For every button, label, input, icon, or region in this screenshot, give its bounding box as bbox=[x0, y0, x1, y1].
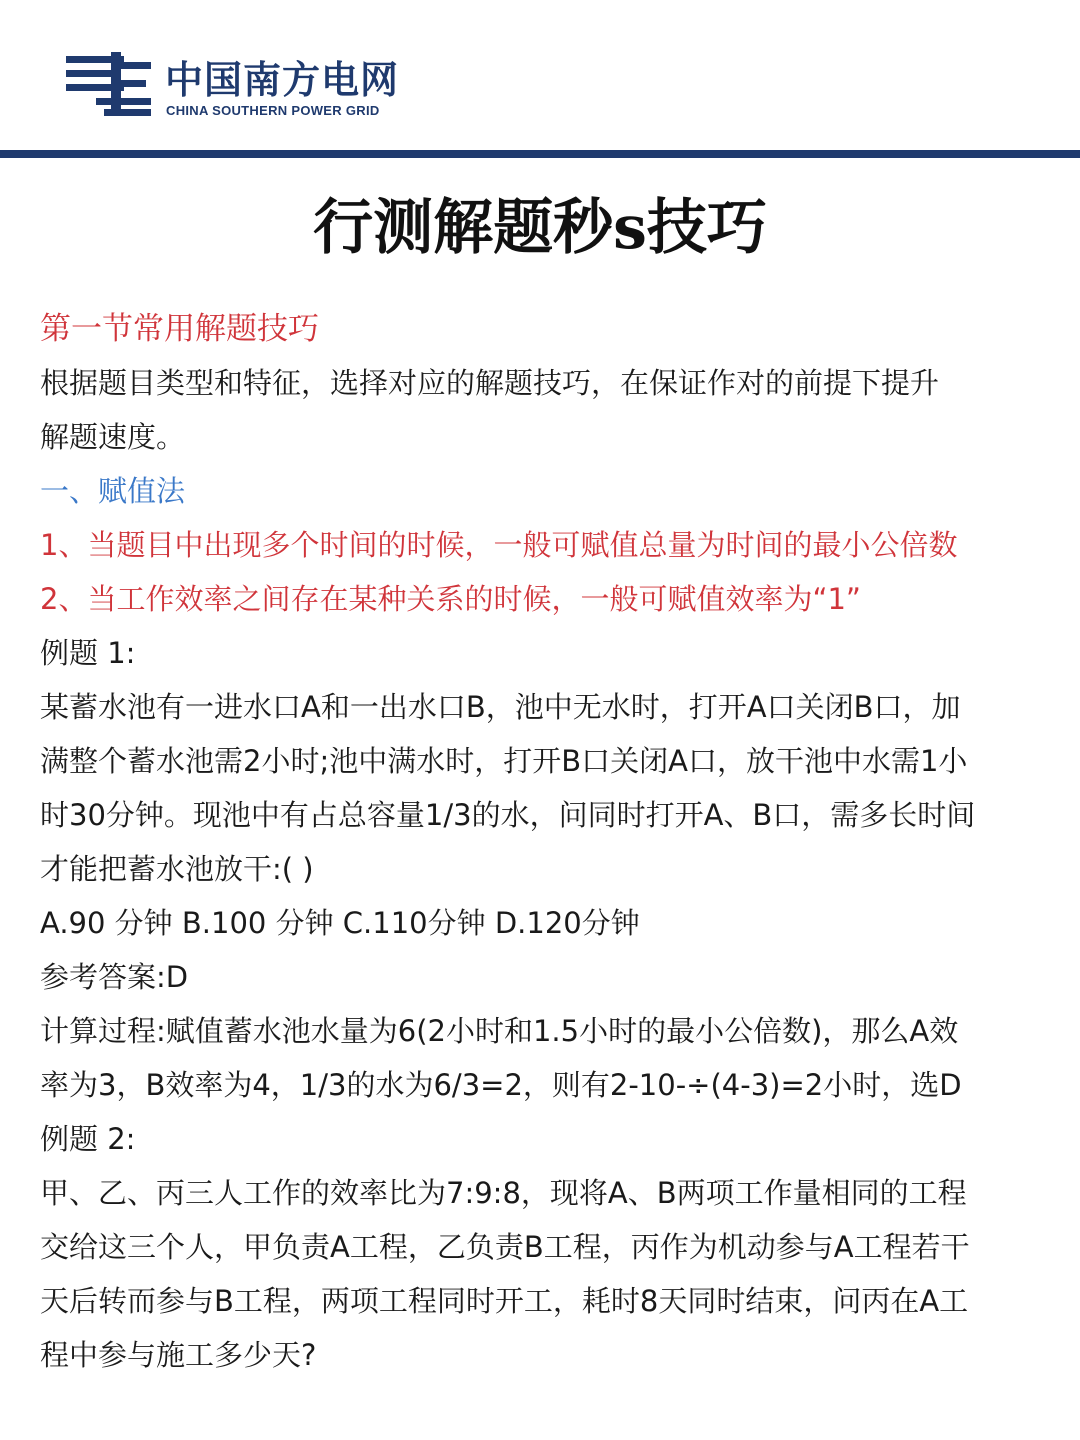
csg-logo-icon bbox=[66, 52, 156, 116]
example-question-line: 天后转而参与B工程，两项工程同时开工，耗时8天同时结束，问丙在A工 bbox=[40, 1284, 969, 1318]
example-answer: 参考答案:D bbox=[40, 960, 189, 994]
article-body bbox=[40, 302, 1040, 1382]
example-options: A.90 分钟 B.100 分钟 C.110分钟 D.120分钟 bbox=[40, 906, 640, 940]
intro-line: 解题速度。 bbox=[40, 420, 186, 454]
example-question-line: 某蓄水池有一进水口A和一出水口B，池中无水时，打开A口关闭B口，加 bbox=[40, 690, 961, 724]
rule-item: 2、当工作效率之间存在某种关系的时候，一般可赋值效率为“1” bbox=[40, 582, 861, 616]
example-question-line: 才能把蓄水池放干:( ) bbox=[40, 852, 314, 886]
example-solution-line: 计算过程:赋值蓄水池水量为6(2小时和1.5小时的最小公倍数)，那么A效 bbox=[40, 1014, 959, 1048]
rule-item: 1、当题目中出现多个时间的时候，一般可赋值总量为时间的最小公倍数 bbox=[40, 528, 958, 562]
example-solution-line: 率为3，B效率为4，1/3的水为6/3=2，则有2-10-÷(4-3)=2小时，选D bbox=[40, 1068, 962, 1102]
example-question-line: 交给这三个人，甲负责A工程，乙负责B工程，丙作为机动参与A工程若干 bbox=[40, 1230, 970, 1264]
example-label: 例题 1: bbox=[40, 636, 136, 670]
example-question-line: 程中参与施工多少天? bbox=[40, 1338, 317, 1372]
example-question-line: 满整个蓄水池需2小时;池中满水时，打开B口关闭A口，放干池中水需1小 bbox=[40, 744, 968, 778]
brand-name-cn: 中国南方电网 bbox=[165, 58, 400, 102]
example-label: 例题 2: bbox=[40, 1122, 136, 1156]
example-question-line: 时30分钟。现池中有占总容量1/3的水，问同时打开A、B口，需多长时间 bbox=[40, 798, 976, 832]
example-question-line: 甲、乙、丙三人工作的效率比为7:9:8，现将A、B两项工作量相同的工程 bbox=[40, 1176, 967, 1210]
header-divider bbox=[0, 150, 1080, 158]
intro-line: 根据题目类型和特征，选择对应的解题技巧，在保证作对的前提下提升 bbox=[40, 366, 940, 400]
brand-name-en: CHINA SOUTHERN POWER GRID bbox=[166, 103, 380, 118]
header bbox=[0, 0, 1080, 150]
page-title: 行测解题秒s技巧 bbox=[313, 193, 767, 263]
section-heading: 第一节常用解题技巧 bbox=[40, 311, 319, 347]
method-heading: 一、赋值法 bbox=[40, 474, 186, 508]
